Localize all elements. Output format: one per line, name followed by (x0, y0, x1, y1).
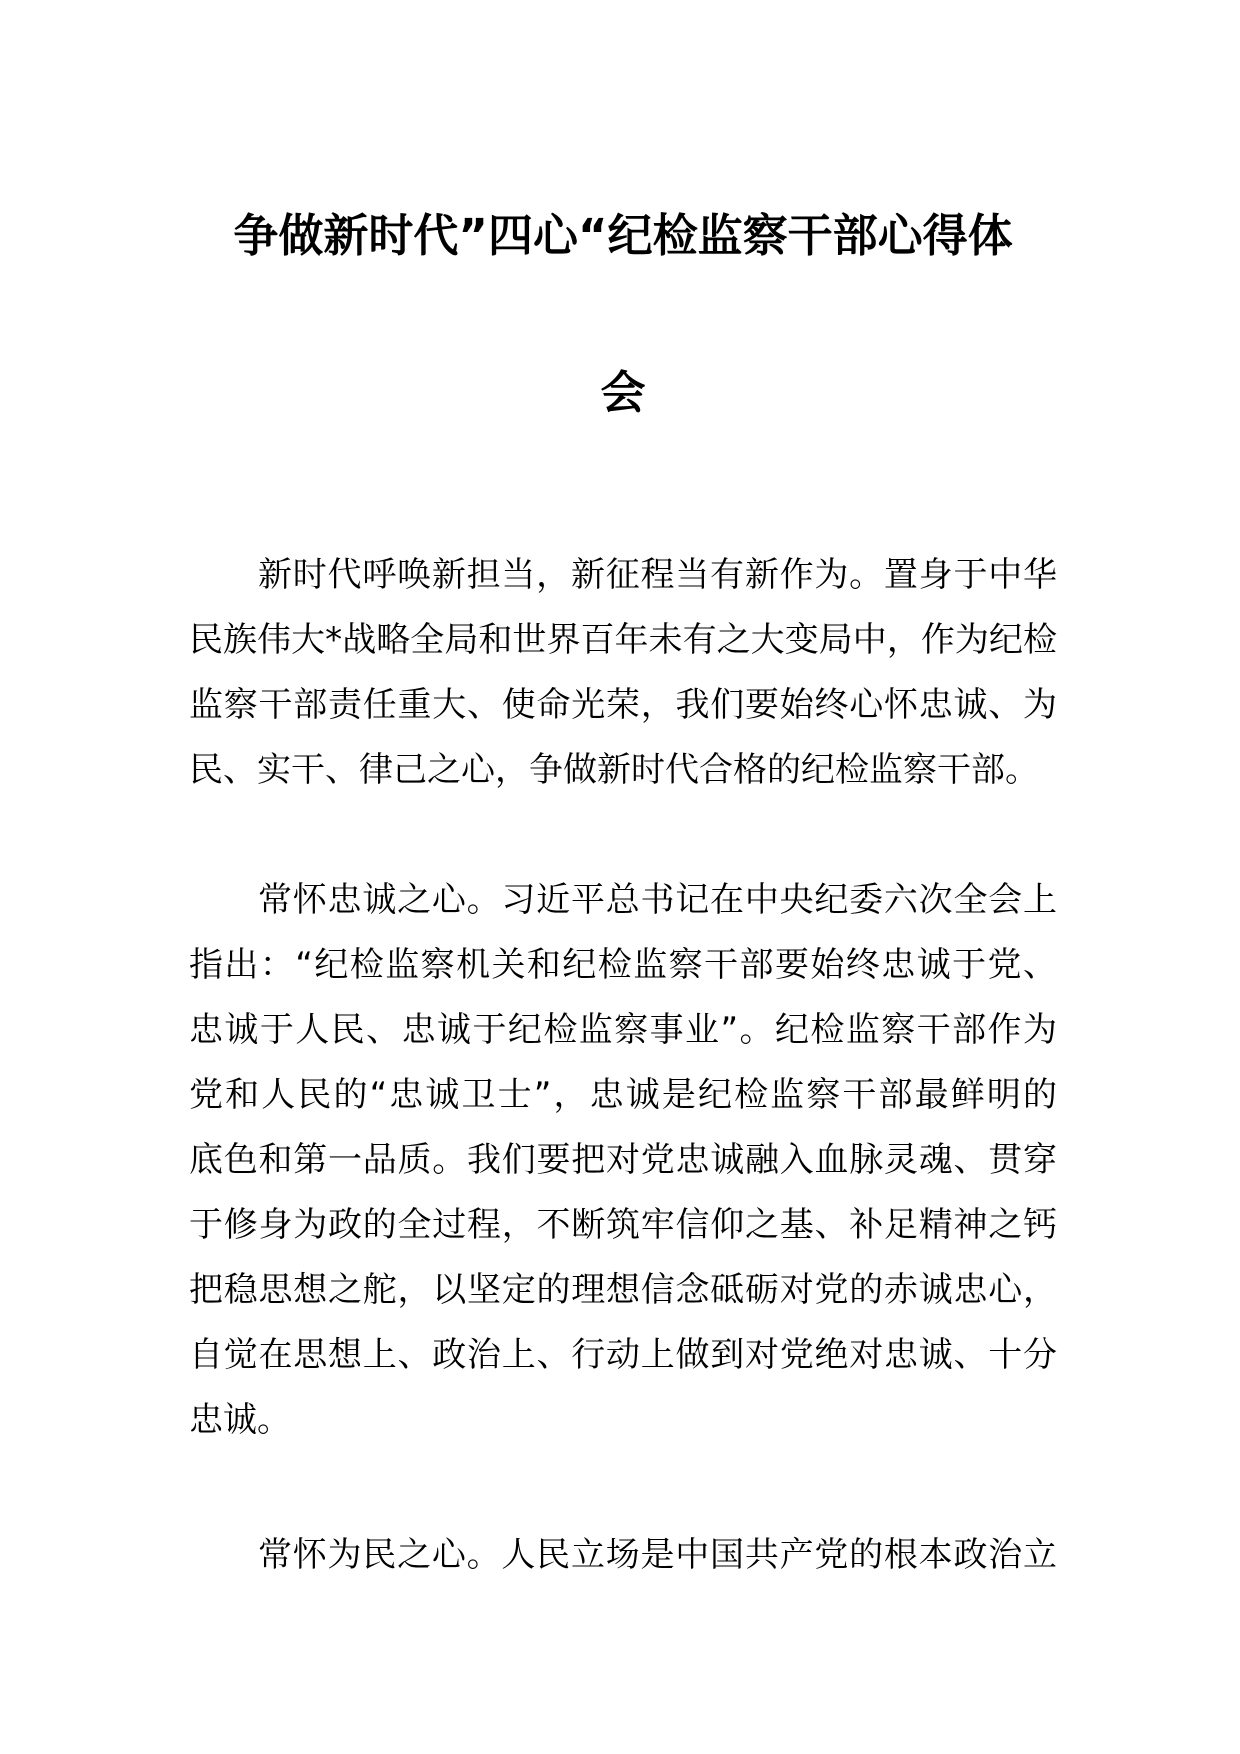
paragraph-line: 民族伟大*战略全局和世界百年未有之大变局中，作为纪检 (189, 620, 1057, 660)
paragraph-line: 于修身为政的全过程，不断筑牢信仰之基、补足精神之钙 (189, 1205, 1057, 1245)
paragraph-line: 党和人民的“忠诚卫士”，忠诚是纪检监察干部最鲜明的 (189, 1075, 1057, 1115)
paragraph-line: 常怀忠诚之心。习近平总书记在中央纪委六次全会上 (258, 880, 1057, 920)
paragraph-loyalty (189, 868, 1057, 1453)
paragraph-line: 自觉在思想上、政治上、行动上做到对党绝对忠诚、十分 (189, 1335, 1057, 1375)
paragraph-line: 忠诚。 (189, 1400, 291, 1440)
paragraph-line: 指出：“纪检监察机关和纪检监察干部要始终忠诚于党、 (189, 945, 1057, 985)
paragraph-line: 民、实干、律己之心，争做新时代合格的纪检监察干部。 (189, 750, 1039, 790)
paragraph-line: 监察干部责任重大、使命光荣，我们要始终心怀忠诚、为 (189, 685, 1057, 725)
paragraph-intro (189, 543, 1057, 803)
paragraph-line: 常怀为民之心。人民立场是中国共产党的根本政治立 (258, 1535, 1057, 1575)
paragraph-line: 新时代呼唤新担当，新征程当有新作为。置身于中华 (258, 555, 1057, 595)
document-title-line-2: 会 (600, 366, 646, 419)
paragraph-line: 把稳思想之舵，以坚定的理想信念砥砺对党的赤诚忠心， (189, 1270, 1057, 1310)
paragraph-line: 忠诚于人民、忠诚于纪检监察事业”。纪检监察干部作为 (189, 1010, 1057, 1050)
document-title-line-1: 争做新时代”四心“纪检监察干部心得体 (233, 209, 1013, 262)
paragraph-line: 底色和第一品质。我们要把对党忠诚融入血脉灵魂、贯穿 (189, 1140, 1057, 1180)
paragraph-people (189, 1523, 1057, 1588)
